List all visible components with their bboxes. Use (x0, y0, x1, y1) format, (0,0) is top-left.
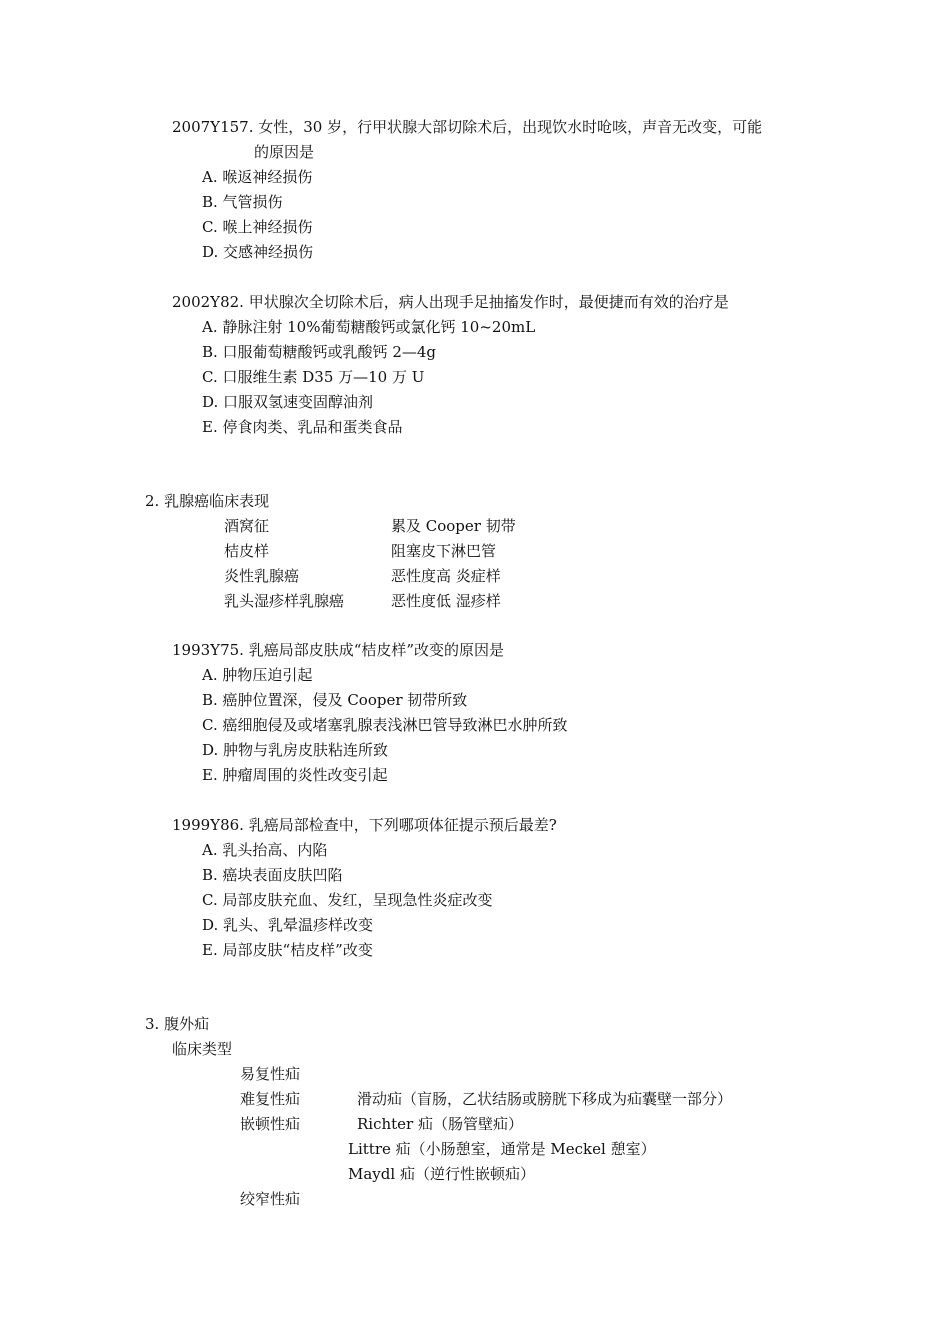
q3-option-d: D. 肿物与乳房皮肤粘连所致 (202, 741, 389, 759)
q1-stem-line1: 2007Y157. 女性，30 岁，行甲状腺大部切除术后，出现饮水时呛咳，声音无改变，可能 (172, 118, 763, 136)
sliding-hernia-note: 滑动疝（盲肠，乙状结肠或膀胱下移成为疝囊壁一部分） (357, 1090, 733, 1108)
section2-heading: 2. 乳腺癌临床表现 (145, 492, 270, 510)
sec3-subheading: 临床类型 (172, 1040, 233, 1058)
sec2-row3-term: 炎性乳腺癌 (224, 567, 300, 585)
sec2-row4-desc: 恶性度低 湿疹样 (391, 592, 501, 610)
maydl-hernia-note: Maydl 疝（逆行性嵌顿疝） (348, 1165, 535, 1183)
q4-option-b: B. 癌块表面皮肤凹陷 (202, 866, 343, 884)
q3-option-a: A. 肿物压迫引起 (202, 666, 313, 684)
q2-option-c: C. 口服维生素 D35 万—10 万 U (202, 368, 425, 386)
q1-option-d: D. 交感神经损伤 (202, 243, 314, 261)
q2-stem: 2002Y82. 甲状腺次全切除术后，病人出现手足抽搐发作时，最便捷而有效的治疗是 (172, 293, 729, 311)
hernia-type-strangulated: 绞窄性疝 (240, 1190, 301, 1208)
littre-hernia-note: Littre 疝（小肠憩室，通常是 Meckel 憩室） (348, 1140, 656, 1158)
sec2-row1-term: 酒窝征 (224, 517, 270, 535)
sec2-row3-desc: 恶性度高 炎症样 (391, 567, 501, 585)
q3-option-c: C. 癌细胞侵及或堵塞乳腺表浅淋巴管导致淋巴水肿所致 (202, 716, 568, 734)
q1-option-a: A. 喉返神经损伤 (202, 168, 313, 186)
q1-option-c: C. 喉上神经损伤 (202, 218, 313, 236)
q3-option-e: E. 肿瘤周围的炎性改变引起 (202, 766, 388, 784)
sec2-row4-term: 乳头湿疹样乳腺癌 (224, 592, 345, 610)
q3-stem: 1993Y75. 乳癌局部皮肤成“桔皮样”改变的原因是 (172, 641, 505, 659)
q4-option-e: E. 局部皮肤“桔皮样”改变 (202, 941, 373, 959)
sec2-row1-desc: 累及 Cooper 韧带 (391, 517, 516, 535)
q2-option-d: D. 口服双氢速变固醇油剂 (202, 393, 374, 411)
hernia-type-incarcerated: 嵌顿性疝 (240, 1115, 301, 1133)
q1-stem-line2: 的原因是 (254, 143, 315, 161)
sec2-row2-desc: 阻塞皮下淋巴管 (391, 542, 497, 560)
richter-hernia-note: Richter 疝（肠管壁疝） (357, 1115, 523, 1133)
q4-option-c: C. 局部皮肤充血、发红，呈现急性炎症改变 (202, 891, 493, 909)
q4-option-d: D. 乳头、乳晕温疹样改变 (202, 916, 374, 934)
q2-option-e: E. 停食肉类、乳品和蛋类食品 (202, 418, 403, 436)
sec2-row2-term: 桔皮样 (224, 542, 270, 560)
q4-option-a: A. 乳头抬高、内陷 (202, 841, 328, 859)
hernia-type-reducible: 易复性疝 (240, 1065, 301, 1083)
q3-option-b: B. 癌肿位置深，侵及 Cooper 韧带所致 (202, 691, 468, 709)
q4-stem: 1999Y86. 乳癌局部检查中，下列哪项体征提示预后最差? (172, 816, 557, 834)
q1-option-b: B. 气管损伤 (202, 193, 283, 211)
hernia-type-irreducible: 难复性疝 (240, 1090, 301, 1108)
q2-option-b: B. 口服葡萄糖酸钙或乳酸钙 2—4g (202, 343, 437, 361)
q2-option-a: A. 静脉注射 10%葡萄糖酸钙或氯化钙 10~20mL (202, 318, 536, 336)
section3-heading: 3. 腹外疝 (145, 1015, 210, 1033)
